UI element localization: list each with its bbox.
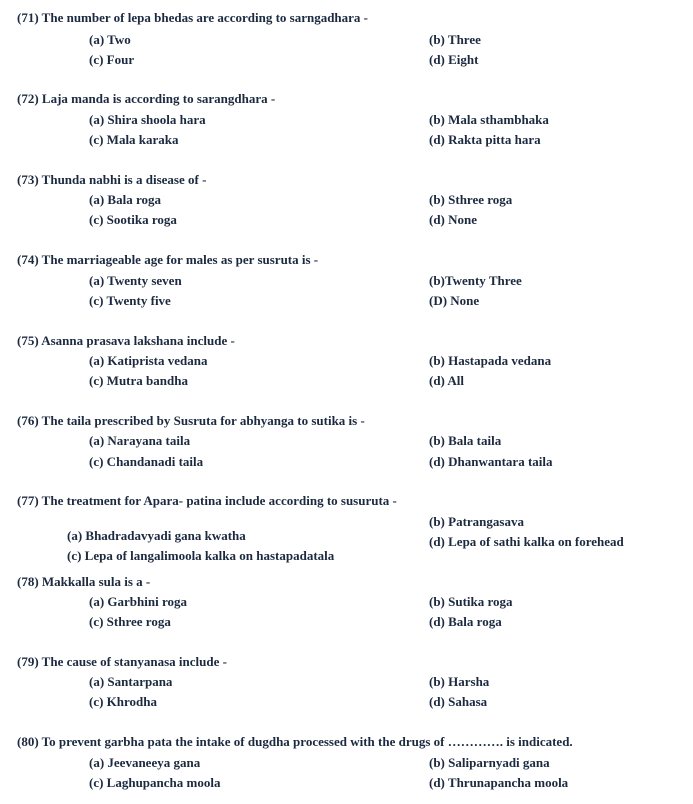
option-73-d: (d) None <box>429 212 478 227</box>
question-78: (78) Makkalla sula is a - <box>17 574 151 589</box>
option-75-b: (b) Hastapada vedana <box>429 353 552 368</box>
option-80-b: (b) Saliparnyadi gana <box>429 755 550 770</box>
question-72: (72) Laja manda is according to sarangdhara - <box>17 91 276 106</box>
question-73: (73) Thunda nabhi is a disease of - <box>17 172 207 187</box>
option-76-d: (d) Dhanwantara taila <box>429 454 553 469</box>
question-77: (77) The treatment for Apara- patina include according to susuruta - <box>17 493 397 508</box>
option-75-c: (c) Mutra bandha <box>89 373 188 388</box>
option-80-c: (c) Laghupancha moola <box>89 775 221 790</box>
option-74-d: (D) None <box>429 293 480 308</box>
option-77-c: (c) Lepa of langalimoola kalka on hastapadatala <box>67 548 335 563</box>
option-72-b: (b) Mala sthambhaka <box>429 112 549 127</box>
option-80-a: (a) Jeevaneeya gana <box>89 755 201 770</box>
option-78-c: (c) Sthree roga <box>89 614 171 629</box>
option-71-a: (a) Two <box>89 32 131 47</box>
option-79-b: (b) Harsha <box>429 674 490 689</box>
option-71-c: (c) Four <box>89 52 135 67</box>
option-73-a: (a) Bala roga <box>89 192 161 207</box>
option-76-a: (a) Narayana taila <box>89 433 191 448</box>
option-72-a: (a) Shira shoola hara <box>89 112 206 127</box>
option-80-d: (d) Thrunapancha moola <box>429 775 569 790</box>
option-75-a: (a) Katiprista vedana <box>89 353 208 368</box>
option-78-d: (d) Bala roga <box>429 614 502 629</box>
option-72-d: (d) Rakta pitta hara <box>429 132 541 147</box>
option-71-b: (b) Three <box>429 32 481 47</box>
question-80: (80) To prevent garbha pata the intake of dugdha processed with the drugs of …………. is indicated. <box>17 734 573 749</box>
question-75: (75) Asanna prasava lakshana include - <box>17 333 235 348</box>
option-73-c: (c) Sootika roga <box>89 212 177 227</box>
question-74: (74) The marriageable age for males as per susruta is - <box>17 252 319 267</box>
option-74-c: (c) Twenty five <box>89 293 171 308</box>
question-76: (76) The taila prescribed by Susruta for abhyanga to sutika is - <box>17 413 365 428</box>
option-77-d: (d) Lepa of sathi kalka on forehead <box>429 534 624 549</box>
option-79-a: (a) Santarpana <box>89 674 173 689</box>
option-74-b: (b)Twenty Three <box>429 273 522 288</box>
option-75-d: (d) All <box>429 373 465 388</box>
question-79: (79) The cause of stanyanasa include - <box>17 654 227 669</box>
option-71-d: (d) Eight <box>429 52 479 67</box>
option-79-d: (d) Sahasa <box>429 694 488 709</box>
option-76-c: (c) Chandanadi taila <box>89 454 204 469</box>
option-76-b: (b) Bala taila <box>429 433 502 448</box>
option-78-b: (b) Sutika roga <box>429 594 513 609</box>
option-79-c: (c) Khrodha <box>89 694 158 709</box>
option-77-b: (b) Patrangasava <box>429 514 524 529</box>
question-71: (71) The number of lepa bhedas are according to sarngadhara - <box>17 10 369 25</box>
option-74-a: (a) Twenty seven <box>89 273 182 288</box>
option-77-a: (a) Bhadradavyadi gana kwatha <box>67 528 246 543</box>
option-73-b: (b) Sthree roga <box>429 192 513 207</box>
option-78-a: (a) Garbhini roga <box>89 594 187 609</box>
option-72-c: (c) Mala karaka <box>89 132 179 147</box>
